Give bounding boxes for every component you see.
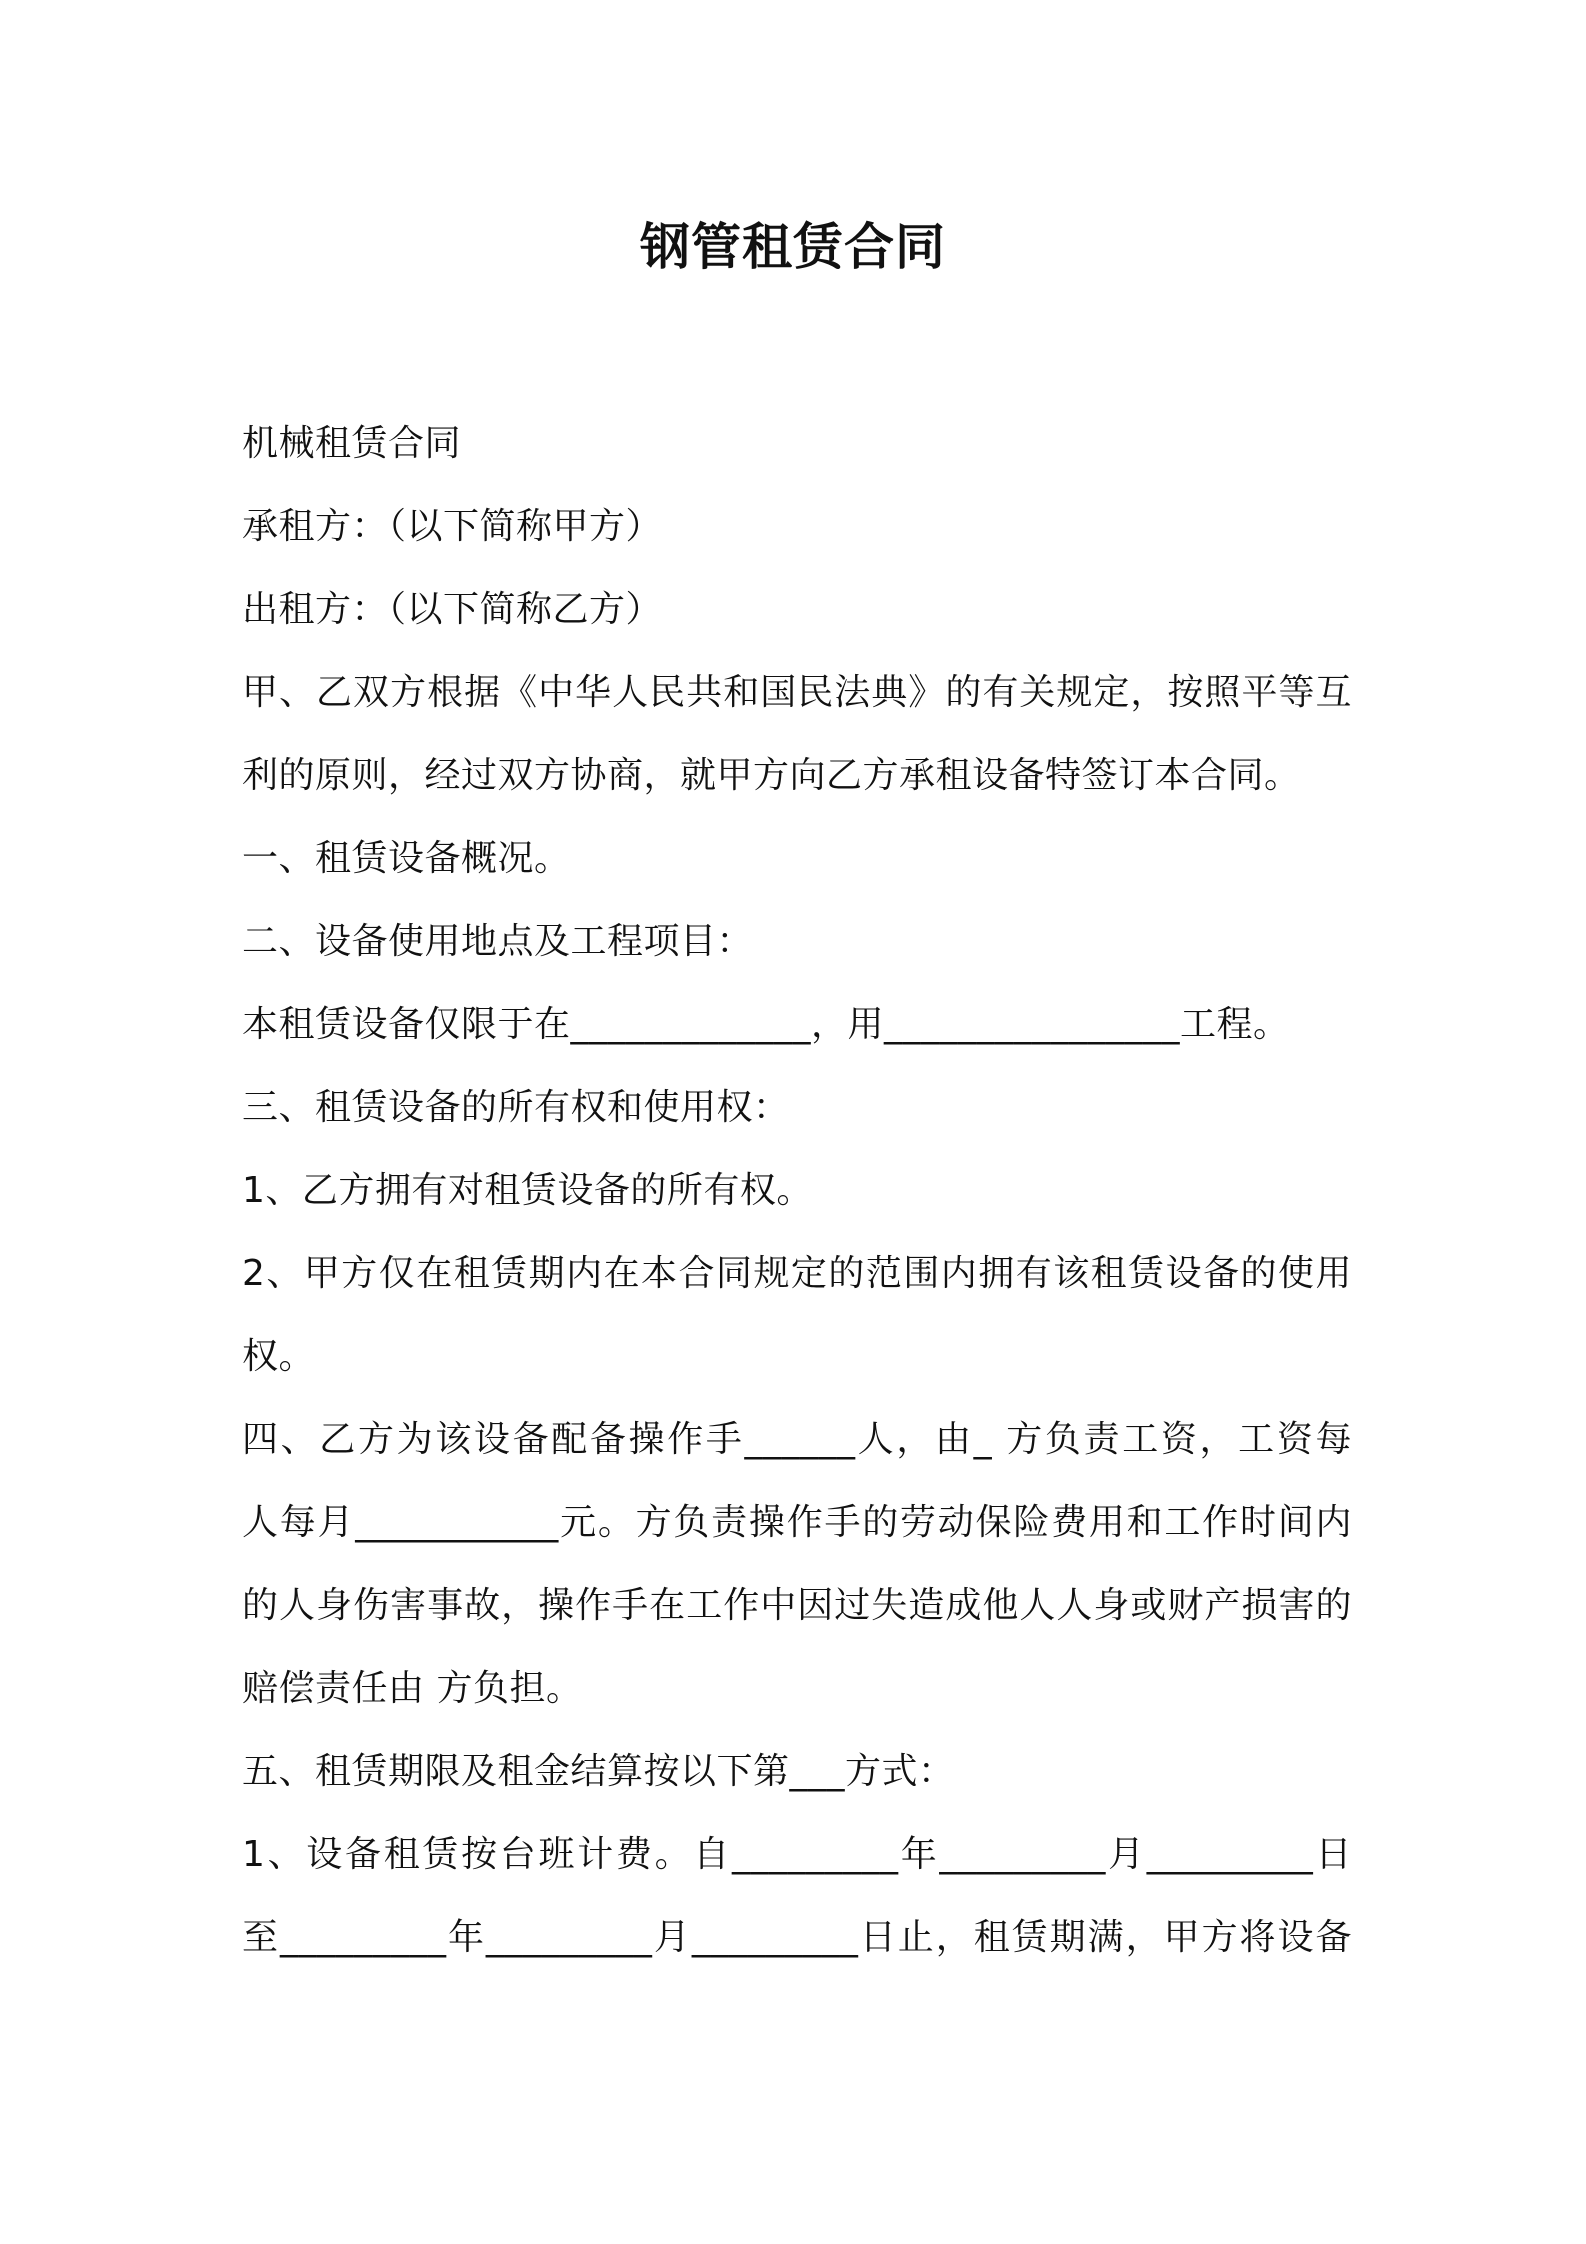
paragraph-line: 四、乙方为该设备配备操作手______人，由_ 方负责工资，工资每 <box>242 1419 1352 1460</box>
paragraph-line: 五、租赁期限及租金结算按以下第___方式： <box>242 1751 955 1792</box>
paragraph-line: 二、设备使用地点及工程项目： <box>242 921 754 962</box>
paragraph-line: 的人身伤害事故，操作手在工作中因过失造成他人人身或财产损害的 <box>242 1585 1352 1626</box>
paragraph-line: 甲、乙双方根据《中华人民共和国民法典》的有关规定，按照平等互 <box>242 672 1352 713</box>
paragraph-line: 利的原则，经过双方协商，就甲方向乙方承租设备特签订本合同。 <box>242 755 1301 796</box>
paragraph-line: 承租方：（以下简称甲方） <box>242 506 663 547</box>
paragraph-line: 1、设备租赁按台班计费。自_________年_________月_________日 <box>242 1834 1352 1875</box>
paragraph-line: 本租赁设备仅限于在_____________，用________________工程。 <box>242 1004 1290 1045</box>
paragraph-line: 三、租赁设备的所有权和使用权： <box>242 1087 790 1128</box>
paragraph-line: 机械租赁合同 <box>242 423 462 464</box>
paragraph-line: 1、乙方拥有对租赁设备的所有权。 <box>242 1170 813 1211</box>
paragraph-line: 权。 <box>242 1336 316 1377</box>
paragraph-line: 赔偿责任由 方负担。 <box>242 1668 583 1709</box>
document-title: 钢管租赁合同 <box>640 218 946 276</box>
paragraph-line: 2、甲方仅在租赁期内在本合同规定的范围内拥有该租赁设备的使用 <box>242 1253 1352 1294</box>
paragraph-line: 一、租赁设备概况。 <box>242 838 571 879</box>
paragraph-line: 至_________年_________月_________日止，租赁期满，甲方将设备 <box>242 1917 1352 1958</box>
paragraph-line: 出租方：（以下简称乙方） <box>242 589 663 630</box>
paragraph-line: 人每月___________元。方负责操作手的劳动保险费用和工作时间内 <box>242 1502 1352 1543</box>
document-body <box>242 402 1352 1979</box>
